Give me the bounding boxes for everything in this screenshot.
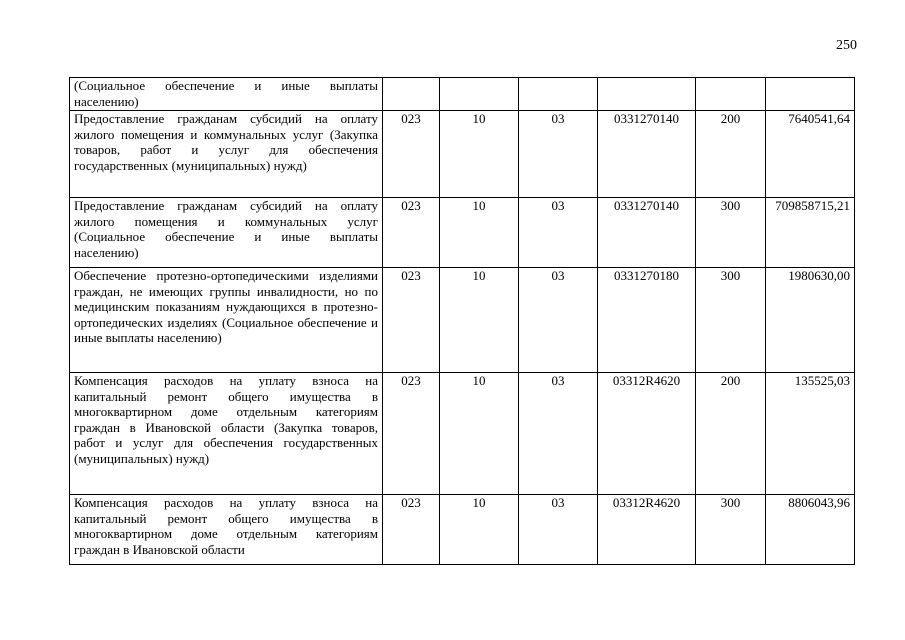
row-subsection-code xyxy=(519,78,598,111)
row-subsection-code: 03 xyxy=(519,198,598,268)
row-target-article: 0331270140 xyxy=(598,198,696,268)
row-section-code: 10 xyxy=(440,198,519,268)
row-target-article: 03312R4620 xyxy=(598,373,696,495)
budget-table-body xyxy=(70,78,855,565)
row-section-code: 10 xyxy=(440,373,519,495)
row-description: Предоставление гражданам субсидий на оплату жилого помещения и коммунальных услуг (Социальное обеспечение и иные выплаты населению) xyxy=(70,198,383,268)
row-section-code xyxy=(440,78,519,111)
row-expense-type xyxy=(696,78,766,111)
row-description: Компенсация расходов на уплату взноса на капитальный ремонт общего имущества в многоквартирном доме отдельным категориям граждан в Ивановской области xyxy=(70,495,383,565)
row-amount xyxy=(766,78,855,111)
table-row xyxy=(70,268,855,373)
row-subsection-code: 03 xyxy=(519,495,598,565)
row-section-code: 10 xyxy=(440,495,519,565)
row-expense-type: 200 xyxy=(696,111,766,198)
table-row xyxy=(70,373,855,495)
row-description: Предоставление гражданам субсидий на оплату жилого помещения и коммунальных услуг (Закупка товаров, работ и услуг для обеспечения государственных (муниципальных) нужд) xyxy=(70,111,383,198)
row-section-code: 10 xyxy=(440,268,519,373)
row-description: Обеспечение протезно-ортопедическими изделиями граждан, не имеющих группы инвалидности, но по медицинским показаниям нуждающихся в протезно-ортопедических изделиях (Социальное обеспечение и иные выплаты населению) xyxy=(70,268,383,373)
row-expense-type: 300 xyxy=(696,495,766,565)
row-amount: 709858715,21 xyxy=(766,198,855,268)
row-expense-type: 200 xyxy=(696,373,766,495)
table-row xyxy=(70,78,855,111)
row-amount: 1980630,00 xyxy=(766,268,855,373)
row-expense-type: 300 xyxy=(696,198,766,268)
row-amount: 135525,03 xyxy=(766,373,855,495)
row-target-article: 03312R4620 xyxy=(598,495,696,565)
row-description: Компенсация расходов на уплату взноса на капитальный ремонт общего имущества в многоквартирном доме отдельным категориям граждан в Ивановской области (Закупка товаров, работ и услуг для обеспечения государственных (муниципальных) нужд) xyxy=(70,373,383,495)
row-subsection-code: 03 xyxy=(519,268,598,373)
table-row xyxy=(70,198,855,268)
row-expense-type: 300 xyxy=(696,268,766,373)
page-number: 250 xyxy=(836,38,857,53)
row-subsection-code: 03 xyxy=(519,373,598,495)
row-target-article: 0331270180 xyxy=(598,268,696,373)
row-ministry-code: 023 xyxy=(383,198,440,268)
row-subsection-code: 03 xyxy=(519,111,598,198)
row-ministry-code: 023 xyxy=(383,268,440,373)
budget-table xyxy=(69,77,855,565)
table-row xyxy=(70,111,855,198)
row-target-article: 0331270140 xyxy=(598,111,696,198)
row-section-code: 10 xyxy=(440,111,519,198)
row-target-article xyxy=(598,78,696,111)
row-amount: 7640541,64 xyxy=(766,111,855,198)
row-amount: 8806043,96 xyxy=(766,495,855,565)
row-ministry-code: 023 xyxy=(383,111,440,198)
table-row xyxy=(70,495,855,565)
row-description: (Социальное обеспечение и иные выплаты населению) xyxy=(70,78,383,111)
row-ministry-code: 023 xyxy=(383,495,440,565)
row-ministry-code: 023 xyxy=(383,373,440,495)
row-ministry-code xyxy=(383,78,440,111)
